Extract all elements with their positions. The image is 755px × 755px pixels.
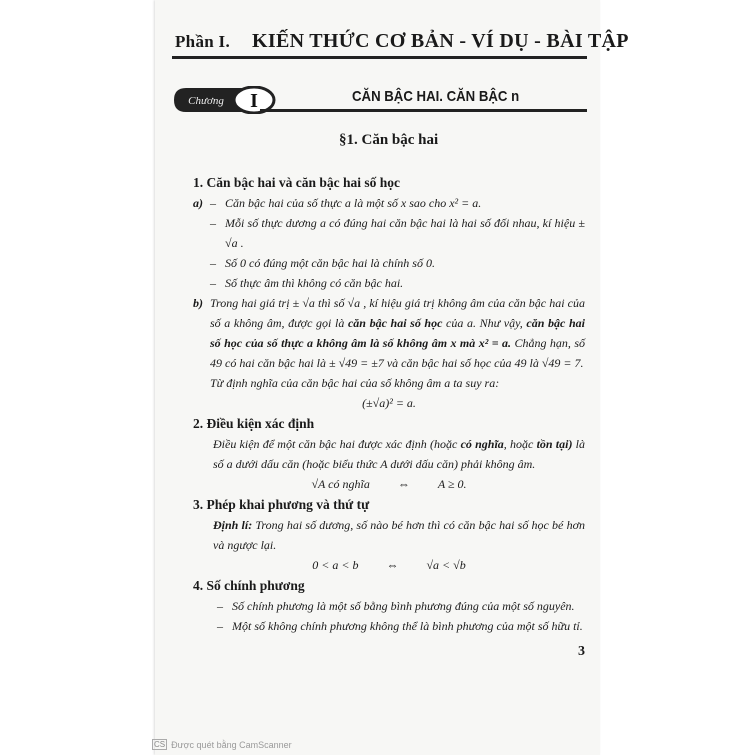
bold-term: tồn	[536, 437, 553, 451]
text-span: Trong hai số dương, số nào bé hơn thì có căn bậc hai số học bé	[252, 518, 564, 532]
text-line: Mỗi số thực dương a có đúng hai căn bậc hai là hai số đối nhau, kí	[225, 216, 552, 230]
text-line: Căn bậc hai của số thực a là một số x sao cho x² = a.	[225, 196, 482, 210]
text-paragraph	[210, 293, 585, 373]
formula-operator: ⇔	[397, 477, 410, 491]
text-span: Chẳng hạn, số 49 có hai căn bậc hai là ± √49 = ±7 và căn	[210, 336, 585, 370]
chapter-title: CĂN BẬC HAI. CĂN BẬC n	[352, 88, 520, 105]
section-title: §1. Căn bậc hai	[339, 132, 439, 148]
text-span: hai của số a không âm, được gọi là	[210, 296, 585, 330]
part-title: KIẾN THỨC CƠ BẢN - VÍ DỤ - BÀI TẬP	[252, 30, 629, 52]
bullet-row	[210, 253, 585, 273]
text-line: Từ định nghĩa của căn bậc hai của số không âm a ta suy ra:	[210, 376, 500, 390]
text-span: vậy,	[503, 316, 527, 330]
text-line: Số 0 có đúng một căn bậc hai là chính số 0.	[225, 256, 435, 270]
page-body	[193, 172, 585, 662]
dash: –	[210, 276, 216, 290]
text-span: là số a dưới dấu căn (hoặc biểu thức A dưới dấu căn) phải không âm.	[213, 437, 586, 471]
dash: –	[210, 216, 216, 230]
dash: –	[210, 256, 216, 270]
heading-3: 3. Phép khai phương và thứ tự	[193, 497, 370, 512]
bullet-row	[217, 596, 585, 616]
formula-left: √A có nghĩa	[311, 477, 370, 491]
text-line: Số thực âm thì không có căn bậc hai.	[225, 276, 404, 290]
text-line: Trong hai giá trị ± √a thì số √a , kí hiệu giá trị không âm của căn bậc	[210, 296, 547, 310]
heading-2: 2. Điều kiện xác định	[193, 416, 315, 431]
formula	[193, 555, 585, 575]
text-line: bậc hai số học của 49 là √49 = 7.	[421, 356, 584, 370]
text-paragraph	[232, 616, 585, 636]
watermark-text: Được quét bằng CamScanner	[171, 739, 292, 750]
formula-right: √a < √b	[426, 558, 466, 572]
formula	[193, 393, 585, 413]
formula-operator: ⇔	[386, 558, 399, 572]
bullet-row	[217, 616, 585, 636]
heading-4: 4. Số chính phương	[193, 578, 305, 593]
heading-1: 1. Căn bậc hai và căn bậc hai số học	[193, 175, 401, 190]
part-heading	[175, 30, 629, 53]
text-span: của a. Như	[442, 316, 501, 330]
chapter-rule	[260, 109, 587, 112]
bullet-row	[210, 213, 585, 253]
header-rule	[172, 56, 587, 59]
formula-left: 0 < a < b	[312, 558, 359, 572]
text-paragraph	[225, 213, 585, 253]
item-b-label: b)	[193, 296, 203, 310]
formula	[193, 474, 585, 494]
dash: –	[210, 196, 216, 210]
text-paragraph	[213, 434, 585, 474]
item-a-label: a)	[193, 196, 203, 210]
scanner-watermark	[152, 739, 292, 750]
part-label: Phần I.	[175, 32, 231, 51]
dash: –	[217, 619, 223, 633]
page-number: 3	[578, 644, 585, 659]
item-b-row	[193, 293, 585, 373]
chapter-number: I	[250, 90, 258, 112]
chapter-label: Chương	[188, 95, 224, 107]
text-line: hiệu ± √a .	[225, 216, 585, 250]
text-span: hơn và ngược lại.	[213, 518, 585, 552]
text-span: , hoặc	[503, 437, 537, 451]
text-paragraph	[213, 515, 585, 555]
text-line: hữu tỉ.	[551, 619, 583, 633]
camscanner-logo-icon: CS	[154, 740, 166, 749]
bold-term: căn bậc hai số học của số thực a không âm là số không âm	[210, 316, 585, 350]
text-line: Số chính phương là một số bằng bình phương đúng của một số nguyên.	[232, 599, 575, 613]
formula-right: A ≥ 0.	[437, 477, 467, 491]
bold-term: căn bậc hai số học	[347, 316, 443, 330]
text-line: Một số không chính phương không thể là bình phương của một số	[232, 619, 549, 633]
bullet-row	[210, 273, 585, 293]
theorem-label: Định lí:	[213, 518, 253, 532]
item-a-row	[193, 193, 585, 213]
bold-term: tại)	[555, 437, 573, 451]
bold-term: có nghĩa	[460, 437, 504, 451]
bold-term: x mà x² = a.	[450, 336, 512, 350]
text-span: Điều kiện để một căn bậc hai được xác định (hoặc	[213, 437, 461, 451]
dash: –	[217, 599, 223, 613]
formula-text: (±√a)² = a.	[362, 396, 416, 410]
